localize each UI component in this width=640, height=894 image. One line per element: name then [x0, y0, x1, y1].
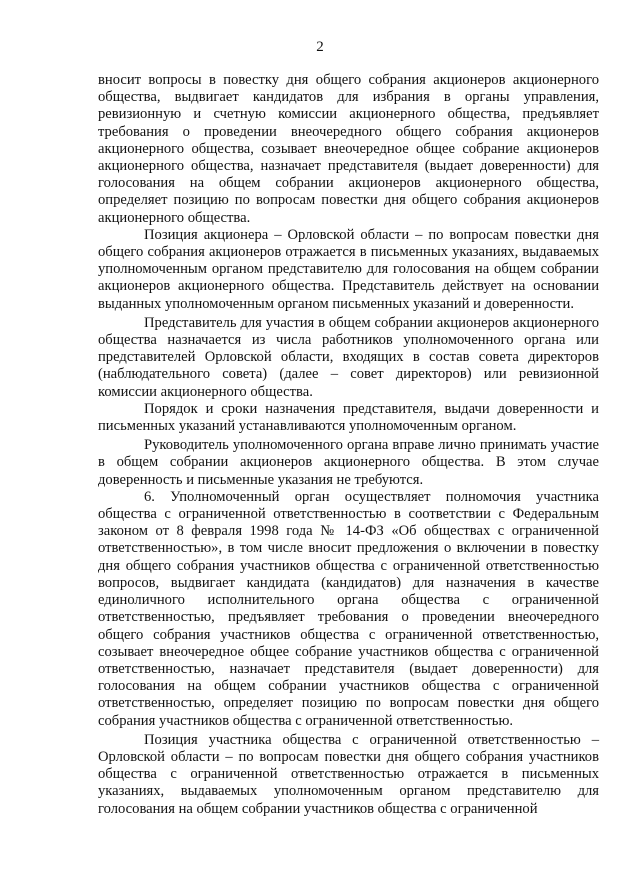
paragraph-head-participation: Руководитель уполномоченного органа вправе лично принимать участие в общем собрании акционеров акционерного общества. В этом случае доверенность и письменные указания не требуются. — [98, 437, 599, 488]
page-number: 2 — [316, 39, 324, 55]
paragraph-llc-participant-position: Позиция участника общества с ограниченной ответственностью – Орловской области – по вопросам повестки дня общего собрания участников общества с ограниченной ответственностью отражается в письменных указаниях, выдаваемых уполномоченным органом представителю для голосования на общем собрании участников общества с ограниченной — [98, 731, 599, 817]
paragraph-continuation: вносит вопросы в повестку дня общего собрания акционеров акционерного общества, выдвигает кандидатов для избрания в органы управления, ревизионную и счетную комиссии акционерного общества, предъявляет требования о проведении внеочередного общего собрания акционеров акционерного общества, созывает внеочередное общее собрание акционеров акционерного общества, назначает представителя (выдает доверенности) для голосования на общем собрании акционеров акционерного общества, определяет позицию по вопросам повестки дня общего собрания акционеров акционерного общества. — [98, 72, 599, 226]
document-body — [98, 72, 599, 818]
paragraph-appointment-procedure: Порядок и сроки назначения представителя, выдачи доверенности и письменных указаний устанавливаются уполномоченным органом. — [98, 400, 599, 435]
paragraph-item-6-llc-powers: 6. Уполномоченный орган осуществляет полномочия участника общества с ограниченной ответственностью в соответствии с Федеральным законом от 8 февраля 1998 года № 14-ФЗ «Об обществах с ограниченной ответственностью», в том числе вносит предложения о включении в повестку дня общего собрания участников общества с ограниченной ответственностью вопросов, выдвигает кандидата (кандидатов) для назначения в качестве единоличного исполнительного органа общества с ограниченной ответственностью, предъявляет требования о проведении внеочередного общего собрания участников общества с ограниченной ответственностью, созывает внеочередное общее собрание участников общества с ограниченной ответственностью, назначает представителя (выдает доверенности) для голосования на общем собрании участников общества с ограниченной ответственностью, определяет позицию по вопросам повестки дня общего собрания участников общества с ограниченной ответственностью. — [98, 488, 599, 729]
paragraph-shareholder-position: Позиция акционера – Орловской области – по вопросам повестки дня общего собрания акционеров отражается в письменных указаниях, выдаваемых уполномоченным органом представителю для голосования на общем собрании акционеров акционерного общества. Представитель действует на основании выданных уполномоченным органом письменных указаний и доверенности. — [98, 226, 599, 312]
paragraph-representative-appointment: Представитель для участия в общем собрании акционеров акционерного общества назначается из числа работников уполномоченного органа или представителей Орловской области, входящих в состав совета директоров (наблюдательного совета) (далее – совет директоров) или ревизионной комиссии акционерного общества. — [98, 314, 599, 400]
